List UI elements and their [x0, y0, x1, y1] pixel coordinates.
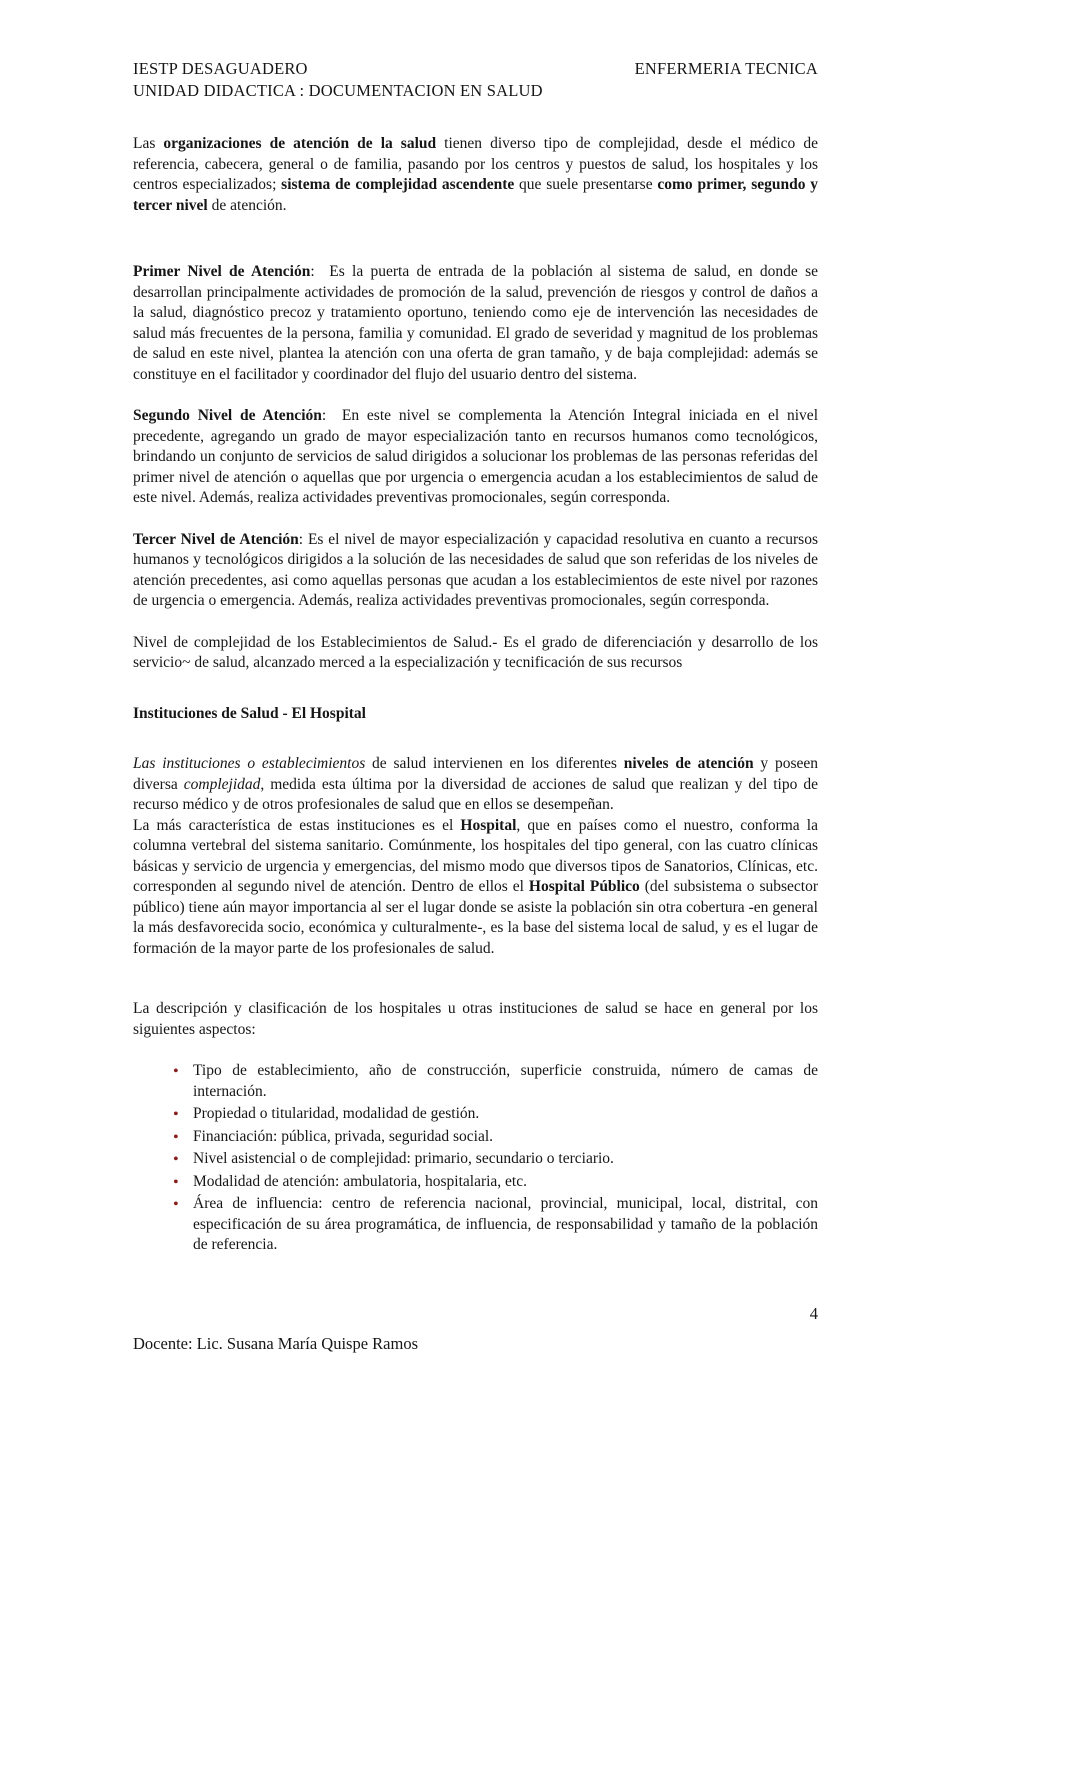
paragraph: [133, 999, 818, 1040]
paragraph: [133, 754, 818, 816]
bullet-item: • Nivel asistencial o de complejidad: primario, secundario o terciario.: [168, 1149, 818, 1170]
page-number: 4: [809, 1303, 818, 1323]
bullet-item: • Propiedad o titularidad, modalidad de gestión.: [168, 1104, 818, 1125]
text-run: como primer, segundo y tercer nivel: [133, 176, 819, 214]
text-run: : Es la puerta de entrada de la población al sistema de salud, en donde se desarrollan principalmente actividades de promoción de la salud, prevención de riesgos y control de daños a la salud, diagnóstico precoz y tratamiento oportuno, teniendo como eje de intervención las necesidades de salud más frecuentes de la persona, familia y comunidad. El grado de severidad y magnitud de los problemas de salud en este nivel, plantea la atención con una oferta de gran tamaño, y de baja complejidad: además se constituye en el facilitador y coordinador del flujo del usuario dentro del sistema.: [133, 263, 818, 383]
text-run: tienen diverso tipo de complejidad, desde el médico de referencia, cabecera, general o de familia, pasando por los centros y puestos de salud, los hospitales y los centros especializados;: [133, 135, 818, 193]
footer-docente: Docente: Lic. Susana María Quispe Ramos: [133, 1333, 419, 1353]
paragraph: [133, 530, 818, 612]
institution-name: IESTP DESAGUADERO: [133, 59, 308, 78]
header-row-1: [133, 58, 818, 80]
text-run: , que en países como el nuestro, conforma la columna vertebral del sistema sanitario. Comúnmente, los hospitales del tipo general, con las cuatro clínicas básicas y servicio de urgencia y emergencias, del mismo modo que diversos tipos de Sanatorios, Clínicas, etc. corresponden al segundo nivel de atención. Dentro de ellos el: [133, 816, 818, 895]
text-run: Las instituciones o establecimientos: [133, 755, 366, 772]
paragraph: [133, 633, 818, 674]
bullet-item: • Tipo de establecimiento, año de construcción, superficie construida, número de camas de internación.: [168, 1061, 818, 1102]
text-run: de salud intervienen en los diferentes: [365, 755, 624, 772]
text-run: de atención.: [207, 196, 287, 214]
text-run: Hospital Público: [528, 878, 640, 895]
bullet-item: • Modalidad de atención: ambulatoria, hospitalaria, etc.: [168, 1172, 818, 1193]
text-run: complejidad: [183, 775, 261, 793]
text-run: Nivel de complejidad de los Establecimientos de Salud.- Es el grado de diferenciación y desarrollo de los servicio~ de salud, alcanzado merced a la especialización y tecnificación de sus recursos: [133, 633, 818, 671]
text-run: organizaciones de atención de la salud: [163, 135, 437, 152]
text-run: (del subsistema o subsector público) tiene aún mayor importancia al ser el lugar donde se asiste la población sin otra cobertura -en general la más desfavorecida socio, económica y culturalmente-, es la base del sistema local de salud, y es el lugar de formación de la mayor parte de los profesionales de salud.: [133, 878, 819, 957]
section-heading: [133, 704, 818, 725]
header-row-2: [133, 80, 818, 102]
text-run: y poseen diversa: [133, 755, 819, 793]
text-run: Primer Nivel de Atención: [133, 263, 311, 280]
text-run: , medida esta última por la diversidad de acciones de salud que realizan y del tipo de recurso médico y de otros profesionales de salud que en ellos se desempeñan.: [133, 775, 818, 813]
bullet-item: • Financiación: pública, privada, seguridad social.: [168, 1127, 818, 1148]
document-footer: [133, 1304, 818, 1354]
document-header: [133, 58, 818, 102]
text-run: : Es el nivel de mayor especialización y capacidad resolutiva en cuanto a recursos humanos y tecnológicos dirigidos a la solución de las necesidades de salud que son referidas de los niveles de atención precedentes, asi como aquellas personas que acudan a los establecimientos de este nivel por razones de urgencia o emergencia. Además, realiza actividades preventivas promocionales, según corresponda.: [133, 530, 818, 609]
text-run: Segundo Nivel de Atención: [133, 407, 322, 424]
text-run: Tercer Nivel de Atención: [133, 530, 299, 548]
text-run: La descripción y clasificación de los hospitales u otras instituciones de salud se hace en general por los siguientes aspectos:: [133, 1000, 818, 1038]
text-run: Instituciones de Salud - El Hospital: [133, 704, 366, 722]
text-run: La más característica de estas instituciones es el: [133, 816, 461, 834]
unit-title: UNIDAD DIDACTICA : DOCUMENTACION EN SALUD: [133, 81, 543, 100]
text-run: Hospital: [460, 816, 517, 834]
paragraph: [133, 816, 818, 960]
paragraph: [133, 262, 818, 385]
text-run: : En este nivel se complementa la Atención Integral iniciada en el nivel precedente, agregando un grado de mayor especialización tanto en recursos humanos como tecnológicos, brindando un conjunto de servicios de salud dirigidos a solucionar los problemas de las personas referidas del primer nivel de atención o aquellas que por urgencia o emergencia acudan a los establecimientos de salud de este nivel. Además, realiza actividades preventivas promocionales, según corresponda.: [133, 407, 818, 506]
text-run: que suele presentarse: [514, 176, 658, 193]
text-run: niveles de atención: [623, 755, 754, 772]
paragraph: [133, 134, 818, 216]
text-run: Las: [133, 135, 164, 152]
paragraph: [133, 406, 818, 509]
text-run: sistema de complejidad ascendente: [281, 176, 515, 193]
course-name: ENFERMERIA TECNICA: [634, 59, 818, 78]
bullet-item: • Área de influencia: centro de referencia nacional, provincial, municipal, local, distrital, con especificación de su área programática, de influencia, de responsabilidad y tamaño de la población de referencia.: [168, 1194, 818, 1256]
document-content: [133, 134, 818, 1256]
bullet-list: [133, 1061, 818, 1256]
